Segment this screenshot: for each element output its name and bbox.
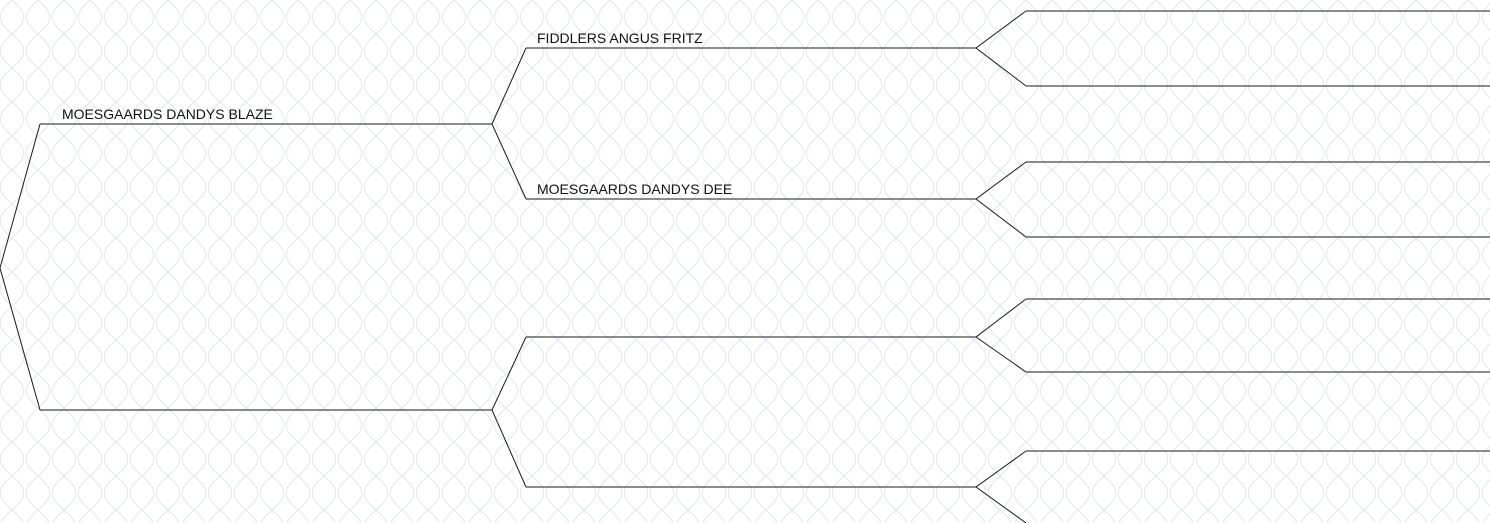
bracket-maternal-granddam bbox=[976, 451, 1026, 523]
bracket-paternal-granddam bbox=[976, 162, 1026, 237]
bracket-sire bbox=[492, 48, 526, 199]
bracket-maternal-grandsire bbox=[976, 299, 1026, 372]
paternal-granddam-name[interactable]: MOESGAARDS DANDYS DEE bbox=[537, 181, 733, 197]
bracket-dam bbox=[492, 337, 526, 487]
bracket-paternal-grandsire bbox=[976, 11, 1026, 86]
bracket-root bbox=[0, 124, 40, 410]
sire-name[interactable]: MOESGAARDS DANDYS BLAZE bbox=[62, 106, 273, 122]
paternal-grandsire-name[interactable]: FIDDLERS ANGUS FRITZ bbox=[537, 30, 703, 46]
